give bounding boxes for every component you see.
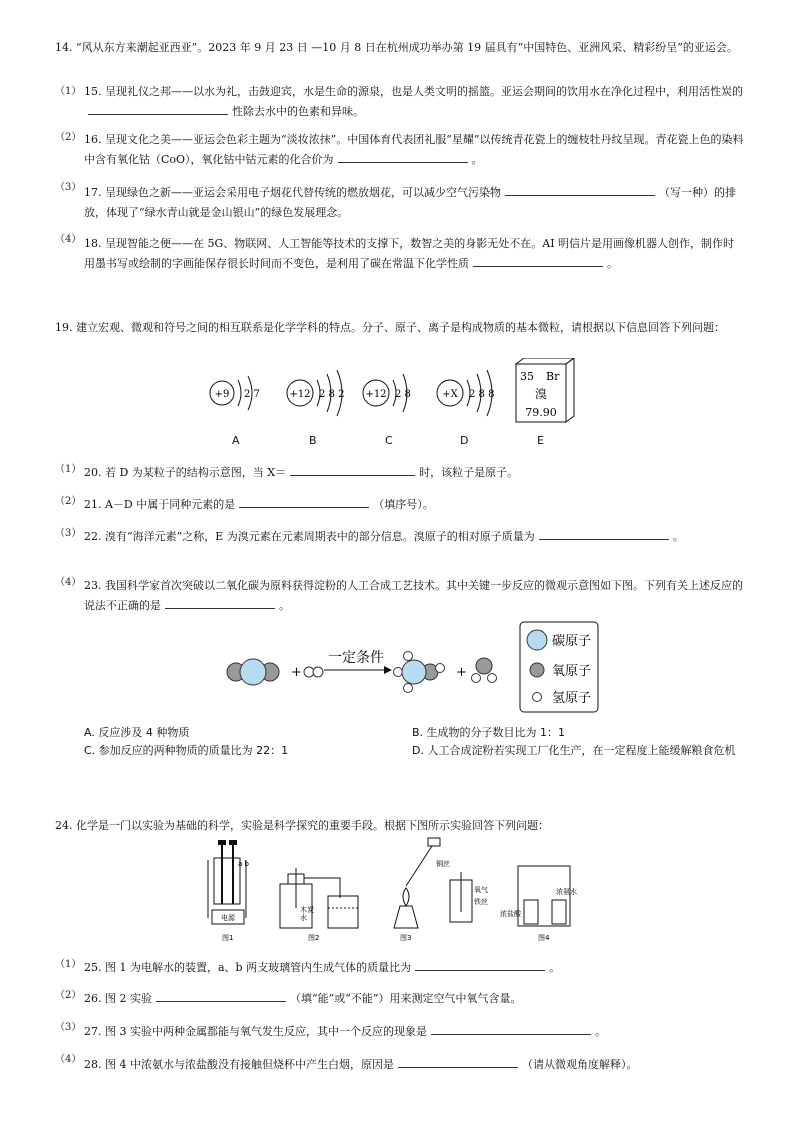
question-28-text: 28. 图 4 中浓氨水与浓盐酸没有接触但烧杯中产生白烟，原因是 xyxy=(84,1058,394,1071)
question-17-tail: （写一种）的排放，体现了“绿水青山就是金山银山”的绿色发展理念。 xyxy=(84,186,736,219)
sub-label-4c: （4） xyxy=(55,1054,82,1065)
sub-label-2b: （2） xyxy=(55,496,82,507)
option-a[interactable]: A. 反应涉及 4 种物质 xyxy=(84,726,190,739)
question-15-text: 15. 呈现礼仪之邦——以水为礼，击鼓迎宾，水是生命的源泉，也是人类文明的摇篮。亚运会期间的饮用水在净化过程中，利用活性炭的 xyxy=(84,85,743,98)
sub-label-1b: （1） xyxy=(55,464,82,475)
experiment-figures xyxy=(200,836,580,948)
question-14: 14. “风从东方来潮起亚西亚”。2023 年 9 月 23 日 —10 月 8 日在杭州成功举办第 19 届具有“中国特色、亚洲风采、精彩纷呈”的亚运会。 xyxy=(55,41,738,54)
question-23-text: 23. 我国科学家首次突破以二氧化碳为原料获得淀粉的人工合成工艺技术。其中关键一步反应的微观示意图如下图。下列有关上述反应的说法不正确的是 xyxy=(84,579,743,612)
question-25-text: 25. 图 1 为电解水的装置，a、b 两支玻璃管内生成气体的质量比为 xyxy=(84,961,412,974)
question-20 xyxy=(84,463,744,483)
label-d: D xyxy=(460,434,469,447)
sub-label-1c: （1） xyxy=(55,959,82,970)
atom-a-shells: 2 7 xyxy=(244,389,260,400)
element-e-cell xyxy=(516,358,574,422)
question-26 xyxy=(84,989,744,1009)
option-b[interactable]: B. 生成物的分子数目比为 1：1 xyxy=(412,726,566,739)
question-26-text: 26. 图 2 实验 xyxy=(84,992,152,1005)
question-19: 19. 建立宏观、微观和符号之间的相互联系是化学学科的特点。分子、原子、离子是构成物质的基本微粒，请根据以下信息回答下列问题： xyxy=(55,321,725,334)
atom-d-shells: 2 8 8 xyxy=(469,389,495,400)
question-23 xyxy=(84,576,744,616)
answer-blank-21[interactable] xyxy=(239,495,369,508)
question-20-text: 20. 若 D 为某粒子的结构示意图，当 X＝ xyxy=(84,466,287,479)
answer-blank-26[interactable] xyxy=(156,989,286,1002)
answer-blank-20[interactable] xyxy=(290,463,415,476)
sub-label-2: （2） xyxy=(55,132,82,143)
fig3-iron-label: 铁丝 xyxy=(474,898,488,906)
question-22-text: 22. 溴有“海洋元素”之称，E 为溴元素在元素周期表中的部分信息。溴原子的相对原子质量为 xyxy=(84,530,535,543)
element-e-number: 35 xyxy=(520,370,534,383)
question-27-text: 27. 图 3 实验中两种金属都能与氧气发生反应，其中一个反应的现象是 xyxy=(84,1025,427,1038)
question-27 xyxy=(84,1022,744,1042)
fig3-wire-label: 铜丝 xyxy=(436,860,450,868)
question-16-tail: 。 xyxy=(471,153,483,166)
label-e: E xyxy=(537,434,544,447)
question-16 xyxy=(84,130,744,170)
fig1-power-label: 电源 xyxy=(221,914,235,922)
sub-label-1: （1） xyxy=(55,86,82,97)
atom-b-shells: 2 8 2 xyxy=(319,389,345,400)
sub-label-4b: （4） xyxy=(55,577,82,588)
figure-4-white-smoke xyxy=(500,866,577,942)
answer-blank-17[interactable] xyxy=(505,183,655,196)
atom-a-nucleus: +9 xyxy=(214,389,230,400)
question-28-tail: （请从微观角度解释）。 xyxy=(521,1058,638,1071)
question-18-text: 18. 呈现智能之便——在 5G、物联网、人工智能等技术的支撑下，数智之美的身影无处不在。AI 明信片是用画像机器人创作，制作时用墨书写或绘制的字画能保存很长时间而不变色，是利用了碳在常温下化学性质 xyxy=(84,237,735,270)
atom-d xyxy=(437,370,494,416)
atom-b-nucleus: +12 xyxy=(289,389,311,400)
question-23-tail: 。 xyxy=(279,599,290,612)
legend-hydrogen: 氢原子 xyxy=(552,691,592,706)
atom-legend xyxy=(520,622,598,712)
element-e-symbol: Br xyxy=(546,370,560,383)
answer-blank-18[interactable] xyxy=(473,254,603,267)
question-28 xyxy=(84,1055,744,1075)
question-17 xyxy=(84,183,744,223)
label-b: B xyxy=(309,434,317,447)
atom-c-shells: 2 8 xyxy=(395,389,411,400)
option-c[interactable]: C. 参加反应的两种物质的质量比为 22：1 xyxy=(84,744,289,757)
question-20-tail: 时，该粒子是原子。 xyxy=(419,466,519,479)
fig1-caption: 图1 xyxy=(222,934,234,942)
fig2-caption: 图2 xyxy=(308,934,320,942)
atom-c-nucleus: +12 xyxy=(365,389,387,400)
sub-label-3: （3） xyxy=(55,182,82,193)
question-17-text: 17. 呈现绿色之新——亚运会采用电子烟花代替传统的燃放烟花，可以减少空气污染物 xyxy=(84,186,501,199)
question-25 xyxy=(84,958,744,978)
fig4-caption: 图4 xyxy=(538,934,550,942)
reactant-h2 xyxy=(304,667,323,677)
question-21-text: 21. A－D 中属于同种元素的是 xyxy=(84,498,236,511)
reaction-diagram xyxy=(222,620,602,715)
option-d[interactable]: D. 人工合成淀粉若实现工厂化生产，在一定程度上能缓解粮食危机 xyxy=(412,744,736,757)
question-26-tail: （填“能”或“不能”）用来测定空气中氧气含量。 xyxy=(289,992,522,1005)
product-h2o xyxy=(472,658,497,683)
element-e-mass: 79.90 xyxy=(525,406,557,419)
question-22-tail: 。 xyxy=(672,530,684,543)
question-18-tail: 。 xyxy=(607,257,618,270)
fig3-caption: 图3 xyxy=(400,934,412,942)
answer-blank-27[interactable] xyxy=(431,1022,591,1035)
fig2-carbon-label: 木炭 xyxy=(300,906,314,914)
atom-b xyxy=(287,370,344,416)
question-25-tail: 。 xyxy=(549,961,561,974)
element-e-name: 溴 xyxy=(534,387,548,401)
atom-d-nucleus: +X xyxy=(442,389,458,400)
question-22 xyxy=(84,527,744,547)
question-16-text: 16. 呈现文化之美——亚运会色彩主题为“淡妆浓抹”。中国体育代表团礼服“星耀”以传统青花瓷上的缠枝牡丹纹呈现。青花瓷上色的染料中含有氧化钴（CoO），氧化钴中钴元素的化合价为 xyxy=(84,133,744,166)
legend-oxygen: 氧原子 xyxy=(552,664,592,679)
answer-blank-28[interactable] xyxy=(398,1055,518,1068)
answer-blank-25[interactable] xyxy=(415,958,545,971)
answer-blank-15[interactable] xyxy=(88,102,228,115)
answer-blank-23[interactable] xyxy=(165,596,275,609)
question-27-tail: 。 xyxy=(594,1025,606,1038)
plus-sign-2: + xyxy=(456,665,467,680)
figure-3-metal-burning xyxy=(394,838,488,942)
atom-c xyxy=(363,374,411,412)
fig1-ab-label: a b xyxy=(238,860,249,868)
fig2-water-label: 水 xyxy=(300,914,307,922)
answer-blank-22[interactable] xyxy=(539,527,669,540)
plus-sign-1: + xyxy=(291,665,302,680)
answer-blank-16[interactable] xyxy=(338,150,468,163)
figure-2-carbon-burning xyxy=(280,868,358,942)
reactant-co2 xyxy=(227,659,279,685)
sub-label-4: （4） xyxy=(55,234,82,245)
sub-label-2c: （2） xyxy=(55,990,82,1001)
fig4-hcl-label: 浓盐酸 xyxy=(500,910,521,918)
question-24: 24. 化学是一门以实验为基础的科学，实验是科学探究的重要手段。根据下图所示实验回答下列问题： xyxy=(55,819,549,832)
atom-a xyxy=(210,376,260,410)
question-15 xyxy=(84,82,744,122)
question-21-tail: （填序号）。 xyxy=(373,498,434,511)
reaction-condition: 一定条件 xyxy=(328,650,384,666)
figure-1-electrolysis xyxy=(208,840,250,942)
question-15-tail: 性除去水中的色素和异味。 xyxy=(232,105,364,118)
question-18 xyxy=(84,234,744,274)
product-ch3oh xyxy=(394,652,445,693)
label-a: A xyxy=(232,434,240,447)
sub-label-3c: （3） xyxy=(55,1022,82,1033)
question-21 xyxy=(84,495,744,515)
fig4-nh3-label: 浓氨水 xyxy=(556,888,577,896)
label-c: C xyxy=(385,434,393,447)
sub-label-3b: （3） xyxy=(55,528,82,539)
legend-carbon: 碳原子 xyxy=(552,634,592,649)
fig3-oxygen-label: 氧气 xyxy=(474,886,488,894)
